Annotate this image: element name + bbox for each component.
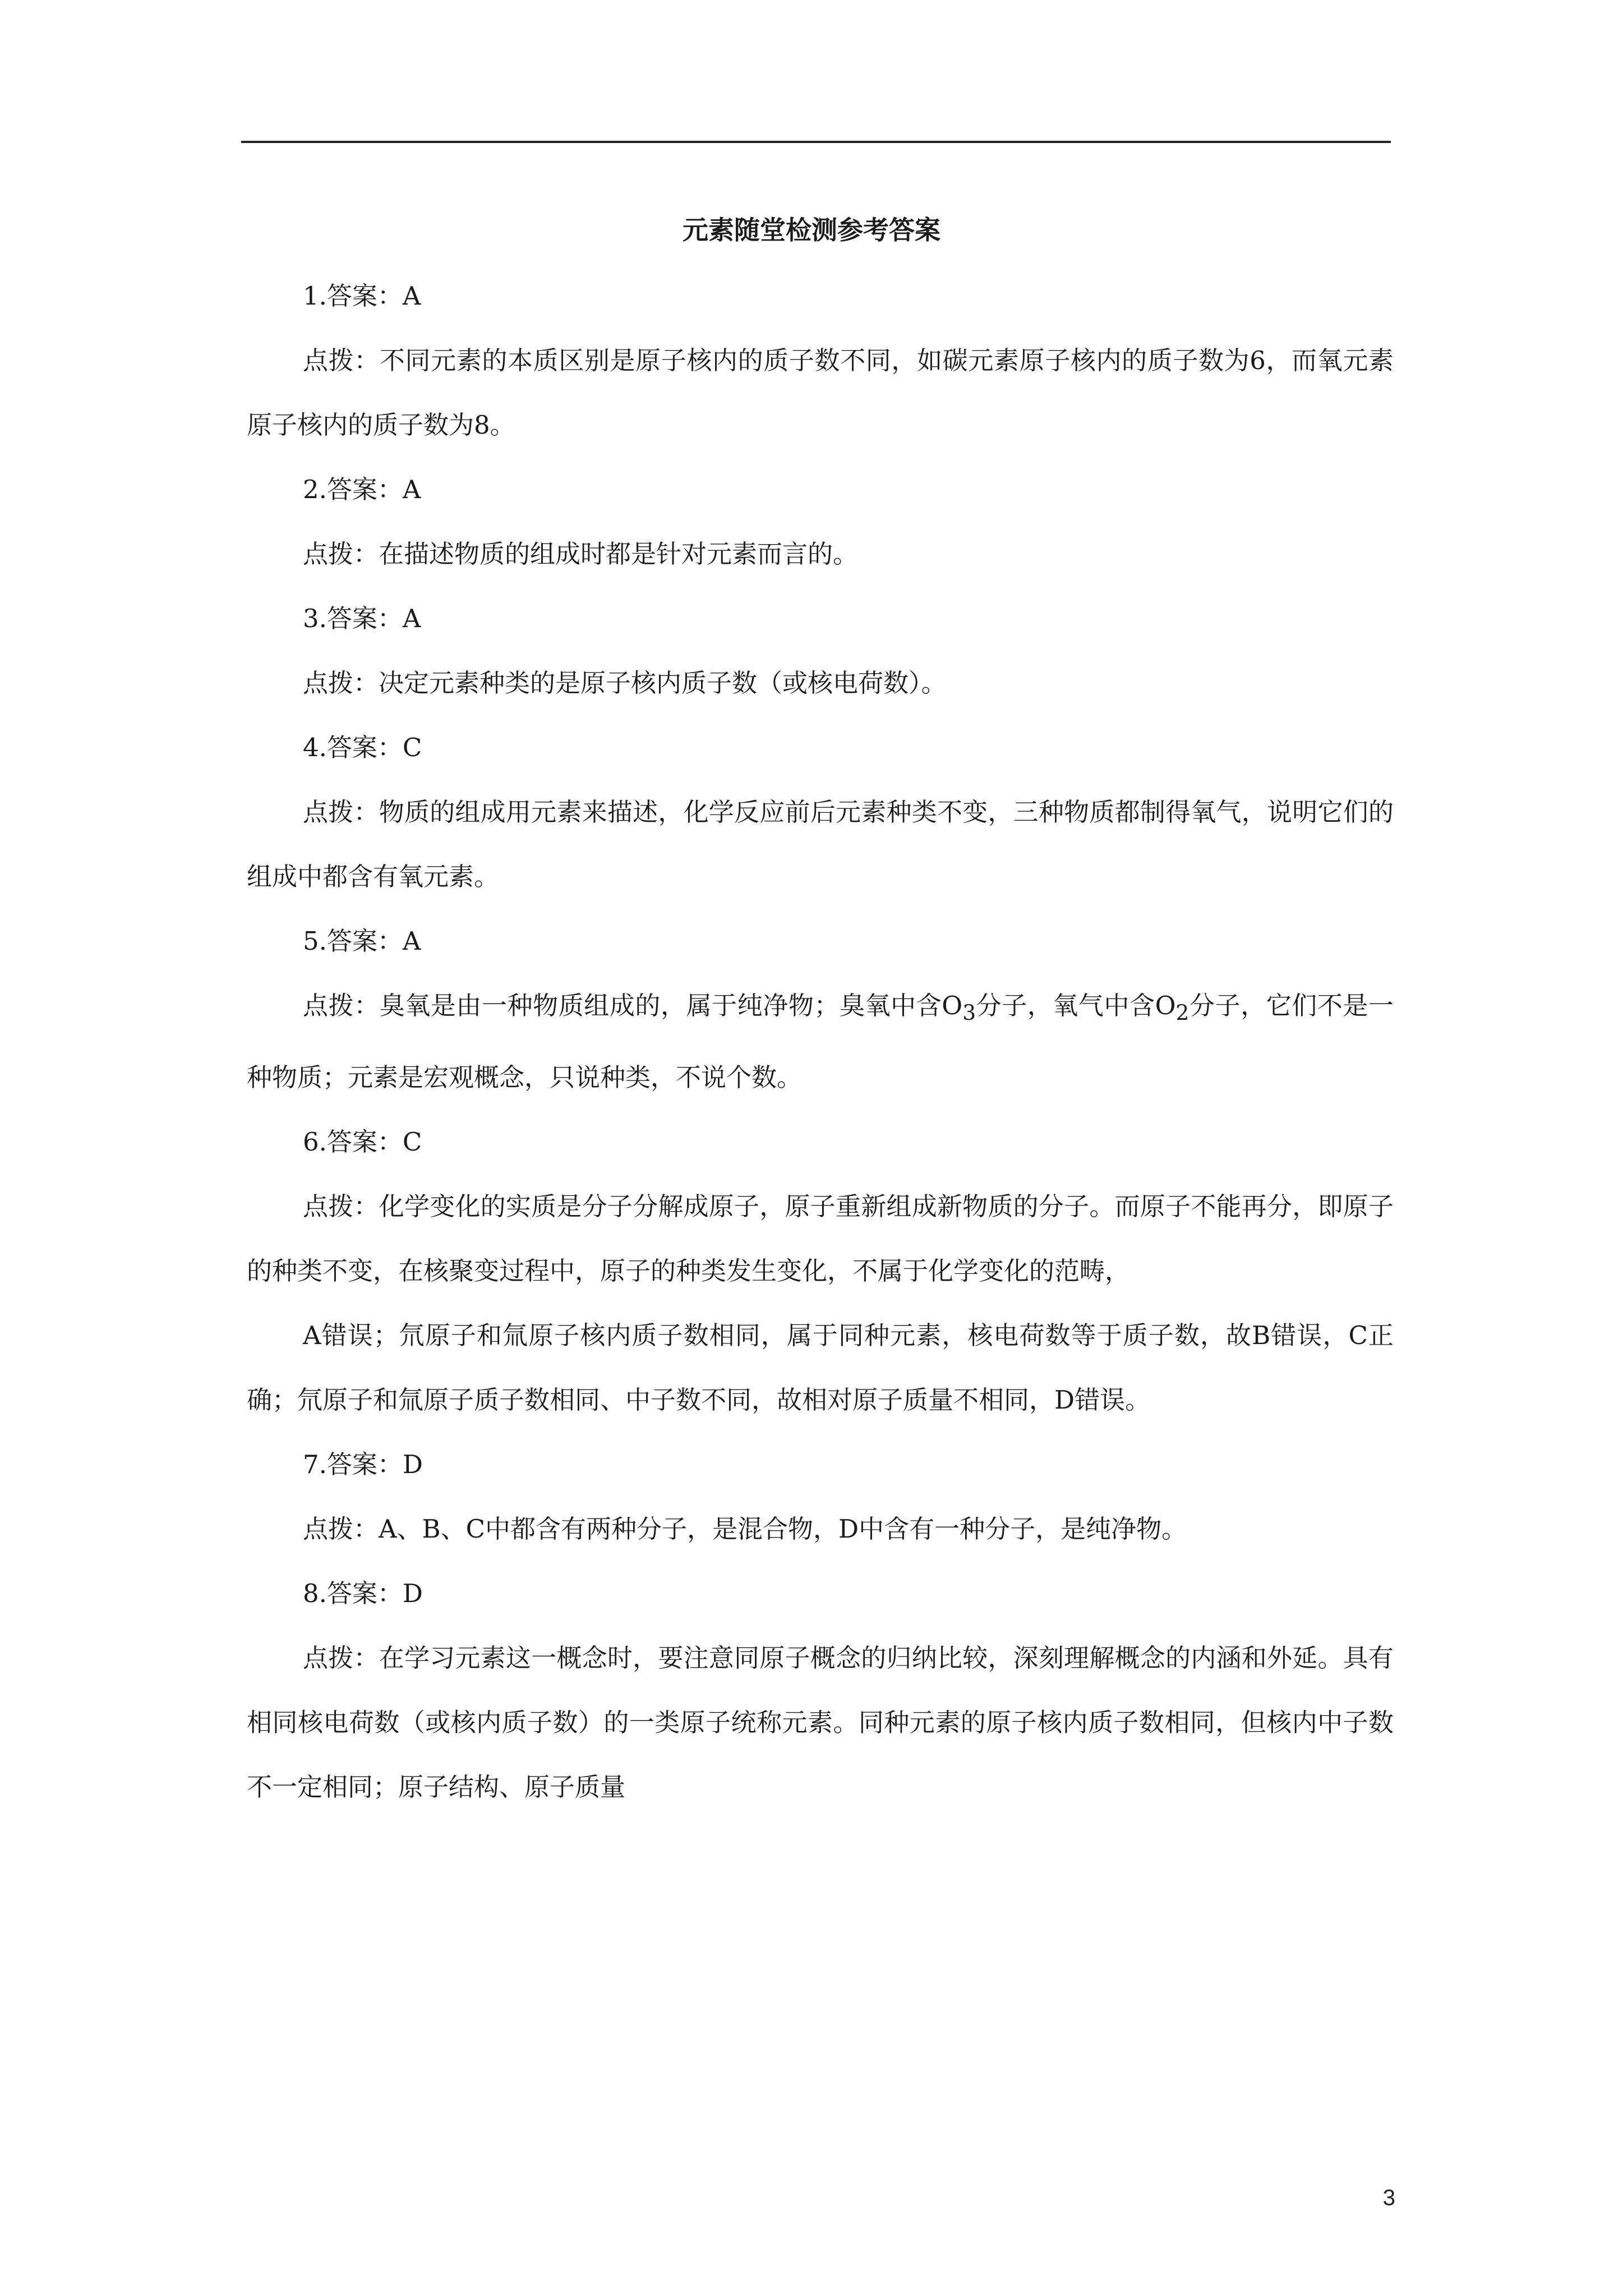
- tip-7: 点拨：A、B、C中都含有两种分子，是混合物，D中含有一种分子，是纯净物。: [303, 1514, 1187, 1544]
- answer-6: 6.答案：C: [303, 1127, 422, 1157]
- tip-3: 点拨：决定元素种类的是原子核内质子数（或核电荷数）。: [303, 668, 947, 698]
- tip-8: 点拨：在学习元素这一概念时，要注意同原子概念的归纳比较，深刻理解概念的内涵和外延。具有相同核电荷数（或核内质子数）的一类原子统称元素。同种元素的原子核内质子数相同，但核内中子数不一定相同；原子结构、原子质量: [247, 1643, 1394, 1802]
- answer-3: 3.答案：A: [303, 604, 421, 633]
- oxygen-subscript: 2: [1175, 1000, 1189, 1025]
- ozone-subscript: 3: [962, 1000, 976, 1025]
- header-rule: [241, 141, 1391, 143]
- tip-5: [247, 973, 1394, 1110]
- document-title: 元素随堂检测参考答案: [683, 215, 940, 245]
- answer-5: 5.答案：A: [303, 926, 421, 956]
- answer-8: 8.答案：D: [303, 1579, 423, 1608]
- tip-1: 点拨：不同元素的本质区别是原子核内的质子数不同，如碳元素原子核内的质子数为6，而氧元素原子核内的质子数为8。: [247, 346, 1394, 440]
- answer-2: 2.答案：A: [303, 475, 421, 504]
- answer-1: 1.答案：A: [303, 281, 421, 311]
- answer-4: 4.答案：C: [303, 733, 422, 762]
- tip-4: 点拨：物质的组成用元素来描述，化学反应前后元素种类不变，三种物质都制得氧气，说明它们的组成中都含有氧元素。: [247, 797, 1394, 891]
- tip-6-continued: A错误；氘原子和氚原子核内质子数相同，属于同种元素，核电荷数等于质子数，故B错误，C正确；氘原子和氚原子质子数相同、中子数不同，故相对原子质量不相同，D错误。: [247, 1320, 1394, 1415]
- page-number: 3: [1382, 2185, 1395, 2210]
- tip-5-part-c: 分子，它们不是一种物质；元素是宏观概念，只说种类，不说个数。: [247, 991, 1394, 1092]
- answer-7: 7.答案：D: [303, 1450, 423, 1479]
- tip-6: 点拨：化学变化的实质是分子分解成原子，原子重新组成新物质的分子。而原子不能再分，即原子的种类不变，在核聚变过程中，原子的种类发生变化，不属于化学变化的范畴，: [247, 1191, 1394, 1286]
- tip-5-part-a: 点拨：臭氧是由一种物质组成的，属于纯净物；臭氧中含O: [303, 991, 963, 1020]
- tip-2: 点拨：在描述物质的组成时都是针对元素而言的。: [303, 539, 859, 569]
- tip-5-part-b: 分子，氧气中含O: [976, 991, 1176, 1020]
- answer-list: [247, 264, 1394, 1819]
